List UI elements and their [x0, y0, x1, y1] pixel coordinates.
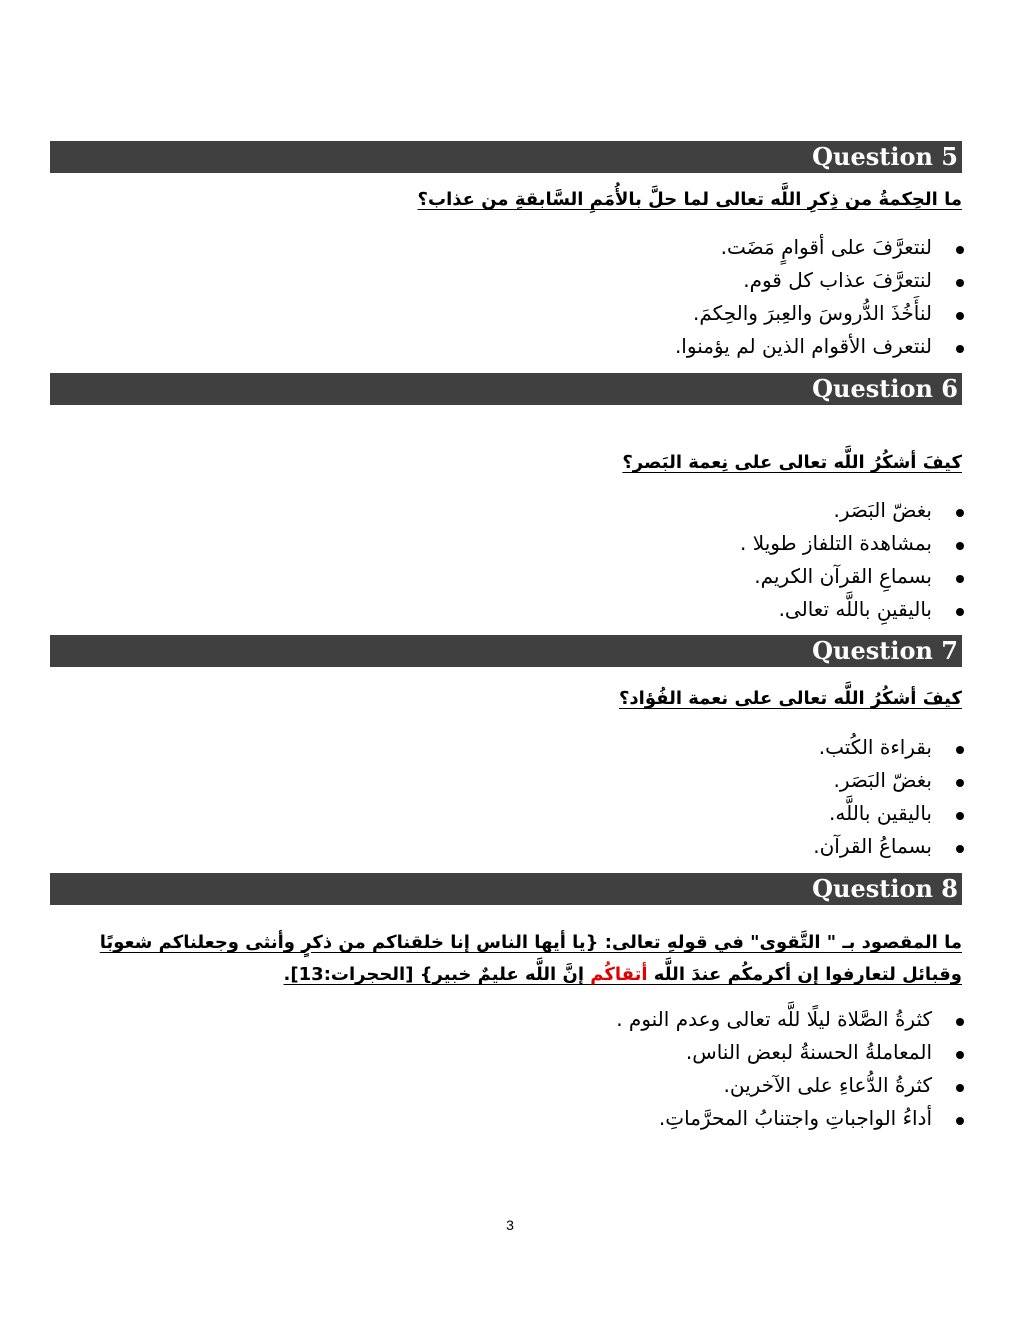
- option-item: بقراءة الكُتب.: [532, 731, 932, 764]
- option-item: بغضّ البَصَر.: [532, 494, 932, 527]
- question-8-options: [532, 1003, 932, 1135]
- option-item: لنتعرف الأقوام الذين لم يؤمنوا.: [532, 330, 932, 363]
- option-item: أداءُ الواجباتِ واجتنابُ المحرَّماتِ.: [532, 1102, 932, 1135]
- question-6-options: [532, 494, 932, 626]
- option-item: كثرةُ الدُّعاءِ على الآخرين.: [532, 1069, 932, 1102]
- question-5-header: Question 5: [50, 141, 962, 173]
- option-item: بغضّ البَصَر.: [532, 764, 932, 797]
- question-7-text: كيفَ أشكُرُ اللَّه تعالى على نعمة الفُؤاد؟: [618, 688, 962, 709]
- question-5-text: ما الحِكمةُ من ذِكرِ اللَّه تعالى لما حلَّ بالأُمَمِ السَّابقةِ من عذاب؟: [417, 189, 962, 210]
- question-8-text-part2: إنَّ اللَّه عليمٌ خبير} [الحجرات:13].: [283, 964, 591, 985]
- question-8-highlight-word: أتقاكُم: [590, 964, 648, 985]
- option-item: باليقينِ باللَّه تعالى.: [532, 593, 932, 626]
- option-item: بمشاهدة التلفاز طويلا .: [532, 527, 932, 560]
- option-item: باليقين باللَّه.: [532, 797, 932, 830]
- option-item: كثرةُ الصَّلاة ليلًا للَّه تعالى وعدم النوم .: [532, 1003, 932, 1036]
- question-5-options: [532, 231, 932, 363]
- question-7-options: [532, 731, 932, 863]
- page-number: 3: [506, 1217, 514, 1233]
- question-7-header: Question 7: [50, 635, 962, 667]
- question-6-text: كيفَ أشكُرُ اللَّه تعالى على نِعمة البَصر؟: [622, 452, 962, 473]
- question-8-text: [58, 927, 962, 991]
- option-item: لنتعرَّفَ عذاب كل قوم.: [532, 264, 932, 297]
- question-8-header: Question 8: [50, 873, 962, 905]
- option-item: المعاملةُ الحسنةُ لبعض الناس.: [532, 1036, 932, 1069]
- option-item: بسماعِ القرآن الكريم.: [532, 560, 932, 593]
- question-6-header: Question 6: [50, 373, 962, 405]
- option-item: لنأَخُذَ الدُّروسَ والعِبرَ والحِكمَ.: [532, 297, 932, 330]
- option-item: لنتعرَّفَ على أقوامٍ مَضَت.: [532, 231, 932, 264]
- question-8-text-part1: ما المقصود بـ " التَّقوى" في قولهِ تعالى: {يا أيها الناس إنا خلقناكم من ذكرٍ وأنثى وجعلناكم شعوبًا وقبائل لتعارفوا إن أكرمكُم عندَ اللَّه: [99, 932, 962, 985]
- option-item: بسماعُ القرآن.: [532, 830, 932, 863]
